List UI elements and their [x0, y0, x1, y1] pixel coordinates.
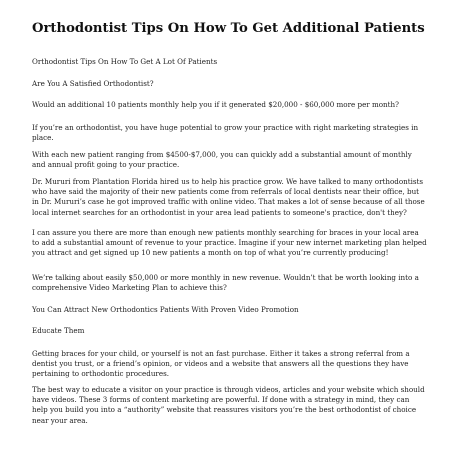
paragraph-question: Are You A Satisfied Orthodontist? — [32, 79, 154, 88]
paragraph-case-study: Dr. Mururi from Plantation Florida hired us to help his practice grow. We have talked to many orthodontists who have said the majority of their new patients come from referrals of local dentists near their office, but in Dr. Mururi’s case he got improved traffic with online video. That makes a lot of sense because of all those local internet searches for an orthodontist in your area lead patients to someone's practice, don't they? — [32, 177, 425, 217]
paragraph-patient-value: With each new patient ranging from $4500-$7,000, you can quickly add a substantial amount of monthly and annual profit going to your practice. — [32, 150, 412, 170]
paragraph-braces-purchase: Getting braces for your child, or yourself is not an fast purchase. Either it takes a strong referral from a dentist you trust, or a friend’s opinion, or videos and a website that answers all the questions they have pertaining to orthodontic procedures. — [32, 349, 410, 379]
document-title: Orthodontist Tips On How To Get Additional Patients — [32, 21, 425, 36]
paragraph-video-promotion-heading: You Can Attract New Orthodontics Patients With Proven Video Promotion — [32, 305, 299, 314]
paragraph-growth-potential: If you’re an orthodontist, you have huge potential to grow your practice with right marketing strategies in place. — [32, 123, 419, 143]
paragraph-additional-patients: Would an additional 10 patients monthly help you if it generated $20,000 - $60,000 more per month? — [32, 100, 399, 109]
paragraph-content-marketing: The best way to educate a visitor on your practice is through videos, articles and your website which should have videos. These 3 forms of content marketing are powerful. If done with a strategy in mind, they can help you build you into a “authority” website that reassures visitors you’re the best orthodontist of choice near your area. — [32, 385, 425, 425]
paragraph-local-searches: I can assure you there are more than enough new patients monthly searching for braces in your local area to add a substantial amount of revenue to your practice. Imagine if your new internet marketing plan helped you attract and get signed up 10 new patients a month on top of what you’re currently producing! — [32, 228, 427, 258]
paragraph-revenue: We’re talking about easily $50,000 or more monthly in new revenue. Wouldn’t that be worth looking into a comprehensive Video Marketing Plan to achieve this? — [32, 273, 419, 293]
paragraph-educate-heading: Educate Them — [32, 326, 85, 335]
paragraph-subtitle: Orthodontist Tips On How To Get A Lot Of Patients — [32, 57, 218, 66]
